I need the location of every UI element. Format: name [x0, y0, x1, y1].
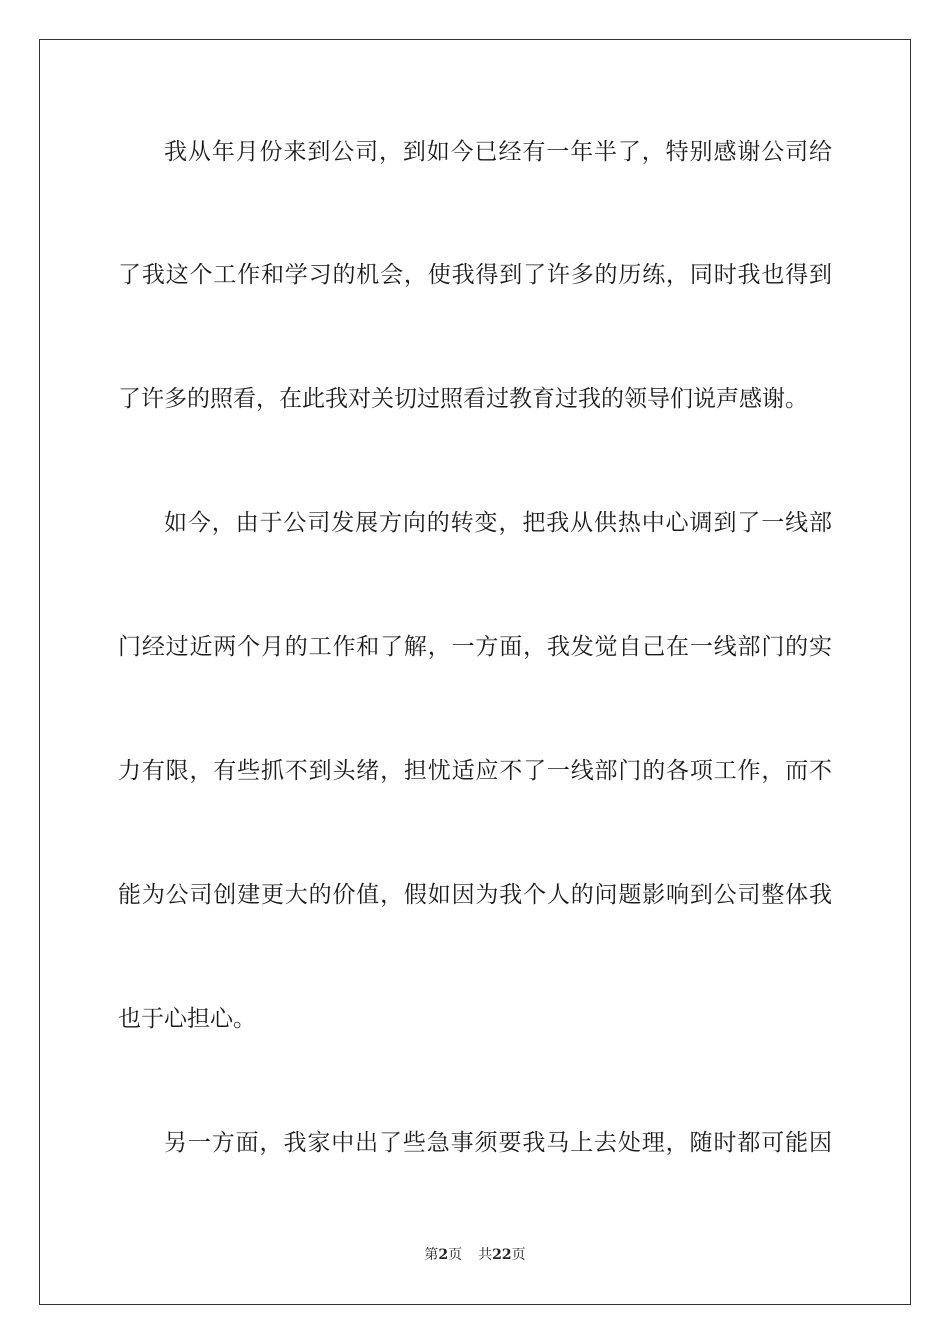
footer-total-number: 22: [492, 1247, 512, 1263]
paragraph-1-line-3: 了许多的照看，在此我对关切过照看过教育过我的领导们说声感谢。: [118, 386, 808, 412]
page-footer: [0, 1246, 950, 1264]
footer-total-suffix: 页: [511, 1247, 526, 1263]
footer-page-suffix: 页: [448, 1247, 463, 1263]
footer-page-prefix: 第: [424, 1247, 439, 1263]
paragraph-1-line-2: 了我这个工作和学习的机会，使我得到了许多的历练，同时我也得到: [118, 262, 832, 288]
paragraph-2-line-1: 如今，由于公司发展方向的转变，把我从供热中心调到了一线部: [164, 510, 832, 536]
paragraph-1-line-1: 我从年月份来到公司，到如今已经有一年半了，特别感谢公司给: [164, 139, 832, 165]
footer-page-number: 2: [438, 1247, 449, 1263]
footer-total-prefix: 共: [478, 1247, 493, 1263]
paragraph-3-line-1: 另一方面，我家中出了些急事须要我马上去处理，随时都可能因: [164, 1130, 832, 1156]
paragraph-2-line-3: 力有限，有些抓不到头绪，担忧适应不了一线部门的各项工作，而不: [118, 758, 832, 784]
paragraph-2-line-4: 能为公司创建更大的价值，假如因为我个人的问题影响到公司整体我: [118, 882, 832, 908]
paragraph-2-line-5: 也于心担心。: [118, 1006, 256, 1032]
paragraph-2-line-2: 门经过近两个月的工作和了解，一方面，我发觉自己在一线部门的实: [118, 634, 832, 660]
page-border: [39, 39, 911, 1305]
